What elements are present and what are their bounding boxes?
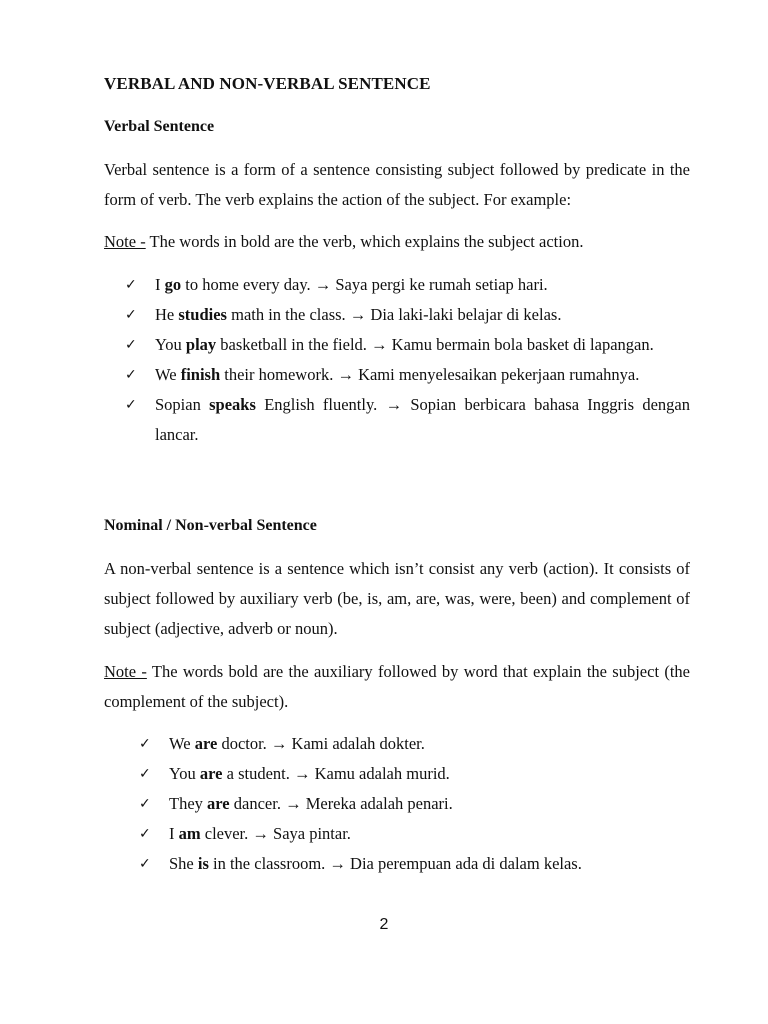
note-label: Note - — [104, 232, 146, 251]
list-item: ✓ Sopian speaks English fluently. → Sopian berbicara bahasa Inggris dengan lancar. — [125, 390, 690, 450]
list-item: ✓ I am clever. → Saya pintar. — [139, 819, 690, 849]
verb-word: speaks — [209, 395, 256, 414]
nominal-examples-list — [139, 729, 690, 879]
section-heading-nominal: Nominal / Non-verbal Sentence — [104, 517, 317, 534]
verb-word: go — [164, 275, 182, 294]
list-item: ✓ We finish their homework. → Kami menyelesaikan pekerjaan rumahnya. — [125, 360, 690, 390]
checkmark-icon: ✓ — [125, 397, 137, 413]
checkmark-icon: ✓ — [125, 367, 137, 383]
verbal-note — [104, 227, 690, 257]
list-item: ✓ They are dancer. → Mereka adalah penari. — [139, 789, 690, 819]
auxiliary-word: are — [199, 764, 223, 783]
section-heading-verbal: Verbal Sentence — [104, 118, 215, 135]
checkmark-icon: ✓ — [139, 796, 151, 812]
checkmark-icon: ✓ — [139, 826, 151, 842]
auxiliary-word: are — [207, 794, 230, 813]
list-item: ✓ She is in the classroom. → Dia perempuan ada di dalam kelas. — [139, 849, 690, 879]
checkmark-icon: ✓ — [139, 766, 151, 782]
checkmark-icon: ✓ — [125, 307, 137, 323]
checkmark-icon: ✓ — [125, 277, 137, 293]
verbal-definition-paragraph: Verbal sentence is a form of a sentence consisting subject followed by predicate in the form of verb. The verb explains the action of the subject. For example: — [104, 160, 690, 209]
checkmark-icon: ✓ — [125, 337, 137, 353]
verb-word: finish — [180, 365, 221, 384]
checkmark-icon: ✓ — [139, 736, 151, 752]
verb-word: play — [185, 335, 217, 354]
page-number: 2 — [379, 916, 389, 933]
auxiliary-word: are — [194, 734, 218, 753]
nominal-definition-paragraph: A non-verbal sentence is a sentence which isn’t consist any verb (action). It consists of subject followed by auxiliary verb (be, is, am, are, was, were, been) and complement of subject (adjective, adverb or noun). — [104, 559, 690, 638]
list-item: ✓ You are a student. → Kamu adalah murid. — [139, 759, 690, 789]
list-item: ✓ He studies math in the class. → Dia laki-laki belajar di kelas. — [125, 300, 690, 330]
note-label: Note - — [104, 662, 147, 681]
list-item: ✓ I go to home every day. → Saya pergi ke rumah setiap hari. — [125, 270, 690, 300]
verbal-examples-list — [125, 270, 690, 450]
auxiliary-word: am — [178, 824, 201, 843]
list-item: ✓ We are doctor. → Kami adalah dokter. — [139, 729, 690, 759]
note-text: The words in bold are the verb, which explains the subject action. — [145, 232, 584, 251]
note-text: The words bold are the auxiliary followed by word that explain the subject (the complement of the subject). — [104, 662, 690, 711]
list-item: ✓ You play basketball in the field. → Kamu bermain bola basket di lapangan. — [125, 330, 690, 360]
nominal-note — [104, 657, 690, 717]
document-title: VERBAL AND NON-VERBAL SENTENCE — [104, 74, 431, 93]
checkmark-icon: ✓ — [139, 856, 151, 872]
auxiliary-word: is — [197, 854, 209, 873]
verb-word: studies — [178, 305, 227, 324]
